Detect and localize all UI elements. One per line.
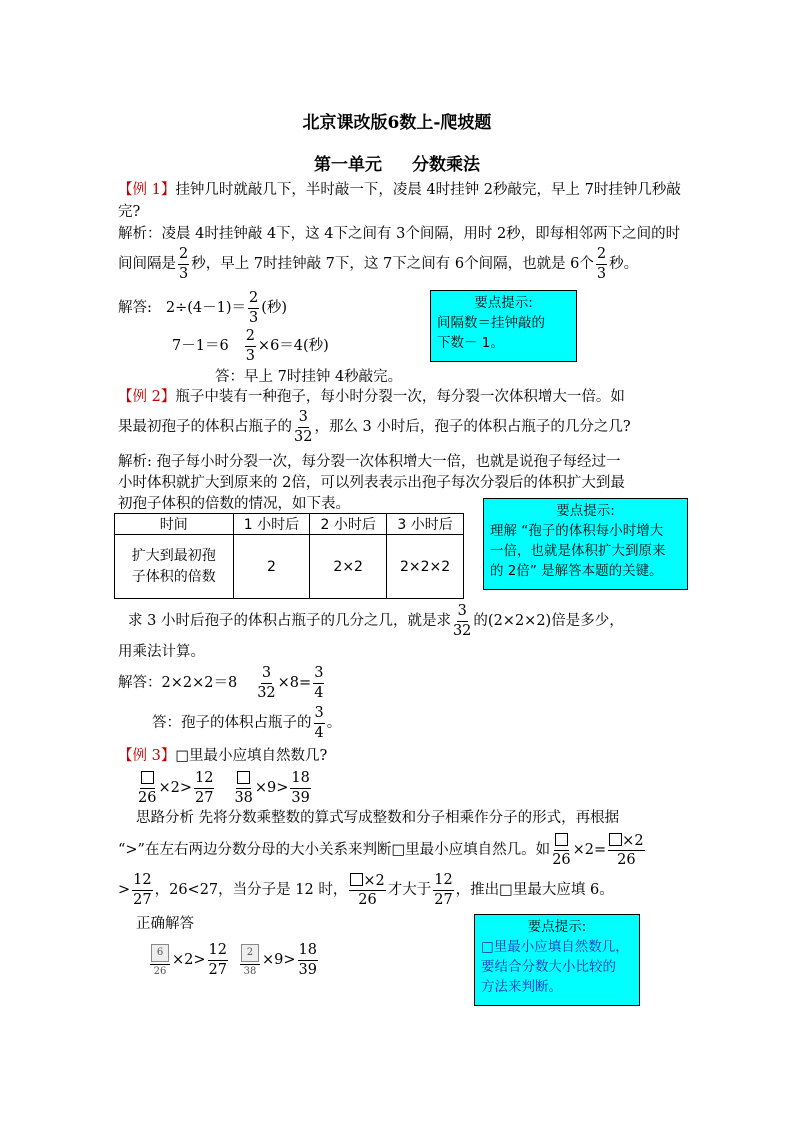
- row-label-line: 扩大到最初孢: [131, 547, 216, 564]
- tip-line: 方法来判断。: [481, 979, 562, 995]
- ex2-analysis-line3: 初孢子体积的倍数的情况，如下表。: [118, 496, 350, 512]
- ex1-solution-line2: [172, 328, 329, 364]
- ex3-tip-box: [474, 914, 640, 1006]
- ex1-analysis-text-a: 间间隔是: [118, 256, 176, 272]
- table-cell: 2: [233, 535, 310, 599]
- ex2-table: [114, 513, 464, 599]
- fraction: $\frac{2}{38}$: [240, 944, 260, 977]
- fraction: $\frac{18}{39}$: [291, 770, 310, 806]
- table-header-cell: 1 小时后: [233, 514, 310, 535]
- ex2-answer-end: 。: [326, 715, 342, 731]
- table-row-label: [115, 535, 234, 599]
- ex2-tip-box: [483, 498, 688, 590]
- ex2-question-text-a: 果最初孢子的体积占瓶子的: [118, 419, 292, 435]
- ex3-op: ×2>: [172, 952, 206, 968]
- ex3-think-text-b: ，26<27，当分子是 12 时，: [154, 882, 348, 898]
- ex2-answer-text: 答：孢子的体积占瓶子的: [152, 715, 312, 731]
- answer-box: 2: [241, 944, 259, 962]
- ex1-solution-expr3: ×6＝4(秒): [257, 338, 329, 354]
- ex3-think-text-c: 才大于: [387, 882, 432, 898]
- ex3-op: ×9>: [254, 780, 289, 796]
- ex3-question: [118, 746, 327, 766]
- table-header-row: [115, 514, 464, 535]
- fraction: $\frac{3}{32}$: [452, 603, 472, 639]
- tip-heading: 要点提示:: [556, 503, 615, 519]
- fraction: $\frac{3}{4}$: [314, 705, 324, 741]
- ex3-tag: 【例 3】: [118, 748, 176, 764]
- ex1-solution-line1: [118, 290, 287, 326]
- ex2-answer: [152, 704, 341, 742]
- solution-label: 解答:: [118, 300, 152, 316]
- tip-line: 一倍，也就是体积扩大到原来: [490, 543, 666, 559]
- ex3-correct-answer: [148, 938, 320, 982]
- tip-heading: 要点提示:: [527, 919, 587, 935]
- fraction: $\frac{2}{3}$: [245, 328, 255, 364]
- blank-square-icon: [141, 771, 154, 784]
- fraction: 38: [234, 771, 252, 806]
- fraction: $\frac{3}{32}$: [257, 665, 276, 701]
- ex1-analysis-line2: [118, 246, 638, 282]
- ex2-question-line1: [118, 387, 625, 407]
- ex2-body-text-b: 的(2×2×2)倍是多少，: [473, 613, 624, 629]
- tip-heading: 要点提示:: [474, 295, 533, 311]
- ex3-think-line2: [118, 828, 647, 872]
- ex2-tag: 【例 2】: [118, 389, 176, 405]
- ex1-solution-expr2: 7－1＝6: [172, 338, 229, 354]
- answer-box-numerator: [150, 944, 170, 965]
- times-two: ×2: [363, 872, 385, 889]
- ex1-analysis-text-c: 秒。: [609, 256, 639, 272]
- blank-square-icon: [237, 771, 250, 784]
- ex3-op: ×2>: [158, 780, 192, 796]
- unit-heading: [0, 150, 794, 175]
- answer-box-numerator: [240, 944, 260, 965]
- fraction: $\frac{18}{39}$: [298, 942, 317, 978]
- blank-box-numerator: [236, 771, 251, 790]
- ex1-tag: 【例 1】: [118, 182, 176, 198]
- blank-square-icon: [555, 833, 568, 846]
- tip-line: □里最小应填自然数几，: [481, 939, 629, 955]
- ex3-think-gt: >: [118, 882, 131, 898]
- fraction: $\frac{2}{3}$: [179, 246, 189, 282]
- blank-box-numerator: [554, 833, 569, 852]
- table-cell: 2×2×2: [387, 535, 464, 599]
- ex3-inequalities: [136, 766, 313, 810]
- tip-line: 要结合分数大小比较的: [481, 959, 616, 975]
- table-cell: 2×2: [310, 535, 387, 599]
- ex2-solution-expr: ×8=: [277, 675, 312, 691]
- fraction: $\frac{3}{32}$: [294, 409, 313, 445]
- fraction: $\frac{3}{4}$: [314, 665, 324, 701]
- blank-square-icon: [350, 873, 363, 886]
- ex2-question-text-b: ，那么 3 小时后，孢子的体积占瓶子的几分之几?: [314, 419, 631, 435]
- fraction: $\frac{2}{3}$: [596, 246, 607, 282]
- ex2-analysis-line2: 小时体积就扩大到原来的 2倍，可以列表表示出孢子每次分裂后的体积扩大到最: [118, 475, 625, 491]
- ex2-question-line2: [118, 408, 631, 446]
- fraction: $\frac{12}{27}$: [208, 942, 227, 978]
- ex2-solution-text: 解答：2×2×2＝8: [118, 675, 238, 691]
- ex1-answer: 答：早上 7时挂钟 4秒敲完。: [215, 369, 403, 385]
- unit-topic: 分数乘法: [412, 155, 480, 175]
- fraction: $\frac{12}{27}$: [194, 770, 214, 806]
- blank-box-numerator: [608, 833, 644, 852]
- page-title: 北京课改版6数上-爬坡题: [302, 113, 492, 133]
- ex2-solution: [118, 664, 326, 702]
- tip-line: 下数－ 1。: [437, 335, 504, 351]
- ex2-body-text-a: 求 3 小时后孢子的体积占瓶子的几分之几，就是求: [128, 613, 451, 629]
- ex1-question-text: 挂钟几时就敲几下，半时敲一下，凌晨 4时挂钟 2秒敲完，早上 7时挂钟几秒敲: [175, 182, 681, 198]
- row-label-line: 子体积的倍数: [131, 568, 216, 585]
- ex1-solution-expr: 2÷(4－1)＝: [165, 300, 247, 316]
- ex1-solution-unit: (秒): [261, 300, 288, 316]
- tip-line: 的 2倍” 是解答本题的关键。: [490, 563, 663, 579]
- ex1-analysis-text-b: 秒，早上 7时挂钟敲 7下，这 7下之间有 6个间隔，也就是 6个: [191, 256, 594, 272]
- ex3-think-text-d: ，推出□里最大应填 6。: [455, 882, 614, 898]
- ex1-question-line1: [118, 180, 681, 200]
- tip-line: 理解 “孢子的体积每小时增大: [490, 523, 664, 539]
- ex3-think-line3: [118, 868, 614, 912]
- ex3-question-text: □里最小应填自然数几?: [175, 748, 328, 764]
- ex2-body-line2: 用乘法计算。: [118, 644, 205, 660]
- fraction: $\frac{12}{27}$: [434, 872, 453, 908]
- table-row: [115, 535, 464, 599]
- fraction: 26: [552, 833, 570, 868]
- fraction: $\frac{6}{26}$: [150, 944, 170, 977]
- ex3-think-line1: 思路分析 先将分数乘整数的算式写成整数和分子相乘作分子的形式，再根据: [136, 810, 620, 826]
- unit-name: 第一单元: [314, 155, 382, 175]
- fraction: $\frac{\times 2}{26}$: [349, 873, 385, 908]
- ex2-analysis-line1: 解析: 孢子每小时分裂一次，每分裂一次体积增大一倍，也就是说孢子每经过一: [118, 454, 621, 470]
- table-header-cell: 2 小时后: [310, 514, 387, 535]
- ex3-think-op: ×2=: [572, 842, 607, 858]
- blank-box-numerator: [349, 873, 385, 892]
- ex2-body-line1: [128, 602, 624, 640]
- fraction: $\frac{2}{3}$: [249, 290, 259, 326]
- ex3-think-text-a: “>”在左右两边分数分母的大小关系来判断□里最小应填自然几。如: [118, 842, 551, 858]
- table-header-cell: 3 小时后: [387, 514, 464, 535]
- ex1-tip-box: [430, 290, 577, 362]
- times-two: ×2: [622, 832, 644, 849]
- tip-line: 间隔数＝挂钟敲的: [437, 315, 545, 331]
- blank-square-icon: [609, 833, 622, 846]
- blank-box-numerator: [140, 771, 155, 790]
- table-header-cell: 时间: [115, 514, 234, 535]
- ex3-correct-label: 正确解答: [136, 916, 194, 932]
- fraction: 26: [138, 771, 156, 806]
- ex3-op: ×9>: [261, 952, 296, 968]
- ex2-question-text: 瓶子中装有一种孢子，每小时分裂一次，每分裂一次体积增大一倍。如: [175, 389, 625, 405]
- ex1-question-line2: 完?: [118, 204, 141, 220]
- ex1-analysis-line1: 解析：凌晨 4时挂钟敲 4下，这 4下之间有 3个间隔，用时 2秒，即每相邻两下之间的时: [118, 226, 681, 242]
- answer-box: 6: [151, 944, 169, 962]
- fraction: $\frac{\times 2}{26}$: [608, 833, 644, 868]
- fraction: $\frac{12}{27}$: [133, 872, 152, 908]
